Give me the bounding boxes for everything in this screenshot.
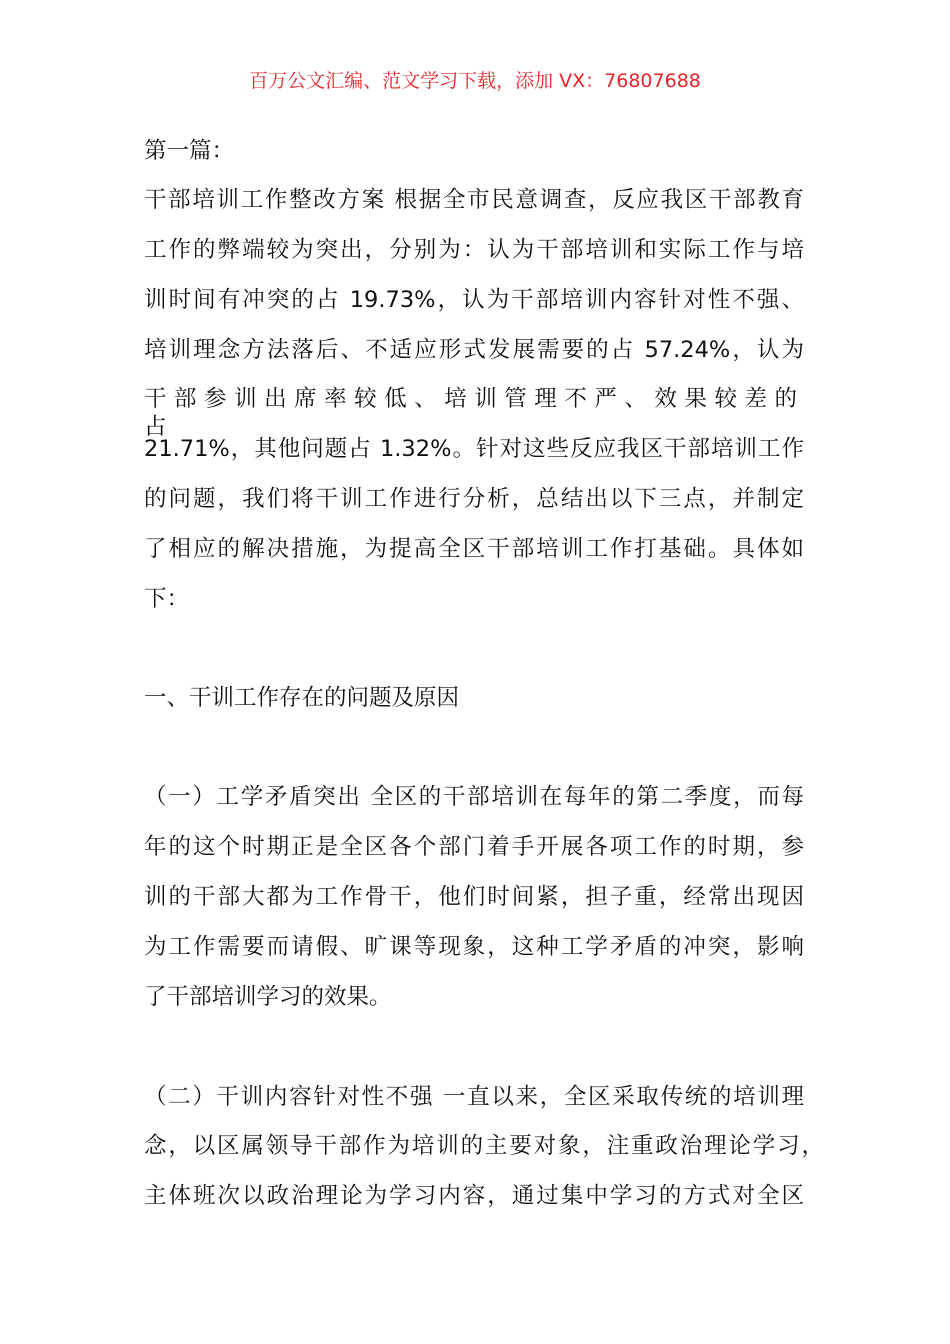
watermark-header: 百万公文汇编、范文学习下载，添加 VX：76807688 xyxy=(249,70,701,92)
paragraph-line: 训时间有冲突的占 19.73%，认为干部培训内容针对性不强、 xyxy=(144,287,804,313)
paragraph-line: 念，以区属领导干部作为培训的主要对象，注重政治理论学习， xyxy=(144,1133,824,1159)
paragraph-line: 培训理念方法落后、不适应形式发展需要的占 57.24%，认为 xyxy=(144,337,804,363)
paragraph-line: 为工作需要而请假、旷课等现象，这种工学矛盾的冲突，影响 xyxy=(144,934,804,960)
paragraph-line: 年的这个时期正是全区各个部门着手开展各项工作的时期，参 xyxy=(144,834,804,860)
paragraph-line: 了相应的解决措施，为提高全区干部培训工作打基础。具体如 xyxy=(144,536,804,562)
paragraph-line: 工作的弊端较为突出，分别为：认为干部培训和实际工作与培 xyxy=(144,237,804,263)
paragraph-line: 了干部培训学习的效果。 xyxy=(144,984,392,1010)
paragraph-line: 干部参训出席率较低、培训管理不严、效果较差的占 xyxy=(144,386,804,440)
paragraph-line: 干部培训工作整改方案 根据全市民意调查，反应我区干部教育 xyxy=(144,187,804,213)
paragraph-line: （一）工学矛盾突出 全区的干部培训在每年的第二季度，而每 xyxy=(144,784,804,810)
paragraph-line: 训的干部大都为工作骨干，他们时间紧，担子重，经常出现因 xyxy=(144,884,804,910)
paragraph-line: （二）干训内容针对性不强 一直以来，全区采取传统的培训理 xyxy=(144,1084,804,1110)
section-heading: 一、干训工作存在的问题及原因 xyxy=(144,685,460,711)
part-title: 第一篇： xyxy=(144,138,235,164)
paragraph-line: 21.71%，其他问题占 1.32%。针对这些反应我区干部培训工作 xyxy=(144,436,804,462)
paragraph-line: 主体班次以政治理论为学习内容，通过集中学习的方式对全区 xyxy=(144,1183,804,1209)
paragraph-line: 下： xyxy=(144,586,190,612)
paragraph-line: 的问题，我们将干训工作进行分析，总结出以下三点，并制定 xyxy=(144,486,804,512)
